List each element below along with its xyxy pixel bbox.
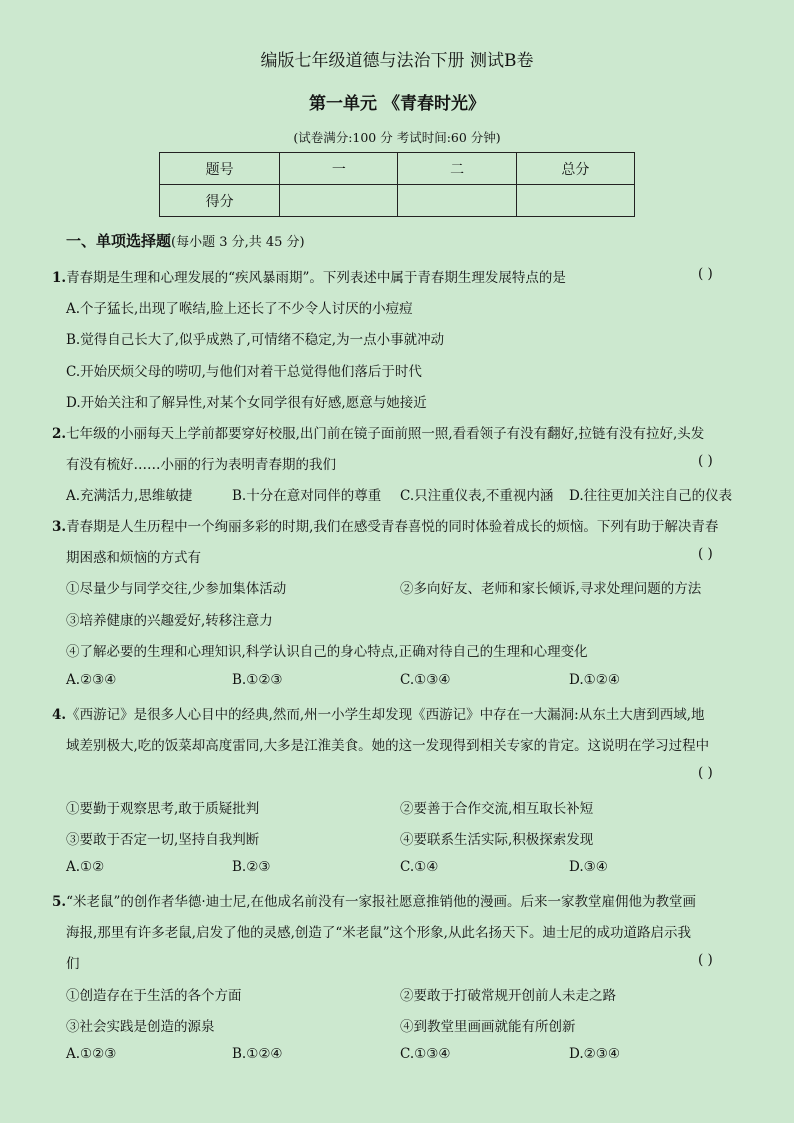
- option-d: D.③④: [569, 859, 608, 875]
- question-text: 青春期是人生历程中一个绚丽多彩的时期,我们在感受青春喜悦的同时体验着成长的烦恼。下列有助于解决青春: [66, 519, 719, 535]
- statement-2: ②要善于合作交流,相互取长补短: [400, 801, 594, 817]
- option-c: C.只注重仪表,不重视内涵: [400, 488, 554, 504]
- option-c: C.①④: [400, 859, 439, 875]
- question-text: 青春期是生理和心理发展的“疾风暴雨期”。下列表述中属于青春期生理发展特点的是: [66, 270, 566, 286]
- score-input-cell[interactable]: [398, 185, 516, 217]
- section-title: 一、单项选择题: [66, 232, 172, 250]
- question-text: “米老鼠”的创作者华德·迪士尼,在他成名前没有一家报社愿意推销他的漫画。后来一家教堂雇佣他为教堂画: [66, 894, 696, 910]
- answer-blank[interactable]: ( ): [698, 765, 713, 781]
- question-text: 有没有梳好……小丽的行为表明青春期的我们: [66, 457, 336, 473]
- unit-title: 第一单元 《青春时光》: [309, 94, 485, 114]
- option-b: B.十分在意对同伴的尊重: [232, 488, 382, 504]
- question-number: 1.: [52, 270, 67, 286]
- question-3-stem: [52, 515, 718, 535]
- question-5-stem: [52, 890, 696, 910]
- score-table-header-row: [160, 153, 635, 185]
- question-2-stem: [52, 422, 704, 442]
- option-a: A.②③④: [66, 672, 117, 688]
- statement-4: ④了解必要的生理和心理知识,科学认识自己的身心特点,正确对待自己的生理和心理变化: [66, 644, 588, 660]
- option-d: D.②③④: [569, 1046, 620, 1062]
- score-input-cell[interactable]: [280, 185, 398, 217]
- statement-1: ①创造存在于生活的各个方面: [66, 988, 242, 1004]
- exam-info: (试卷满分:100 分 考试时间:60 分钟): [293, 130, 501, 145]
- statement-1: ①尽量少与同学交往,少参加集体活动: [66, 581, 287, 597]
- option-b: B.觉得自己长大了,似乎成熟了,可情绪不稳定,为一点小事就冲动: [66, 332, 445, 348]
- question-text: 七年级的小丽每天上学前都要穿好校服,出门前在镜子面前照一照,看看领子有没有翻好,拉链有没有拉好,头发: [66, 426, 705, 442]
- option-a: A.①②③: [66, 1046, 117, 1062]
- score-cell: 一: [280, 153, 398, 185]
- question-text: 《西游记》是很多人心目中的经典,然而,州一小学生却发现《西游记》中存在一大漏洞:从东土大唐到西域,地: [66, 707, 705, 723]
- statement-1: ①要勤于观察思考,敢于质疑批判: [66, 801, 260, 817]
- option-b: B.②③: [232, 859, 271, 875]
- score-table-score-row: [160, 185, 635, 217]
- score-cell: 二: [398, 153, 516, 185]
- option-a: A.①②: [66, 859, 105, 875]
- option-b: B.①②③: [232, 672, 283, 688]
- question-4-stem: [52, 703, 705, 723]
- answer-blank[interactable]: ( ): [698, 546, 713, 562]
- score-cell: 题号: [160, 153, 280, 185]
- statement-3: ③要敢于否定一切,坚持自我判断: [66, 832, 260, 848]
- question-number: 2.: [52, 426, 67, 442]
- option-b: B.①②④: [232, 1046, 283, 1062]
- question-text: 期困惑和烦恼的方式有: [66, 550, 201, 566]
- question-1-stem: [52, 266, 566, 286]
- score-cell: 得分: [160, 185, 280, 217]
- question-text: 们: [66, 956, 80, 972]
- section-heading: [66, 230, 305, 251]
- answer-blank[interactable]: ( ): [698, 952, 713, 968]
- score-cell: 总分: [516, 153, 634, 185]
- option-a: A.个子猛长,出现了喉结,脸上还长了不少令人讨厌的小痘痘: [66, 301, 413, 317]
- statement-4: ④到教堂里画画就能有所创新: [400, 1019, 576, 1035]
- answer-blank[interactable]: ( ): [698, 453, 713, 469]
- answer-blank[interactable]: ( ): [698, 266, 713, 282]
- option-d: D.开始关注和了解异性,对某个女同学很有好感,愿意与她接近: [66, 395, 427, 411]
- question-text: 海报,那里有许多老鼠,启发了他的灵感,创造了“米老鼠”这个形象,从此名扬天下。迪士尼的成功道路启示我: [66, 925, 691, 941]
- option-d: D.①②④: [569, 672, 620, 688]
- option-c: C.①③④: [400, 672, 451, 688]
- option-d: D.往往更加关注自己的仪表: [569, 488, 733, 504]
- statement-3: ③培养健康的兴趣爱好,转移注意力: [66, 613, 273, 629]
- statement-2: ②要敢于打破常规开创前人未走之路: [400, 988, 616, 1004]
- question-number: 3.: [52, 519, 67, 535]
- option-c: C.①③④: [400, 1046, 451, 1062]
- option-a: A.充满活力,思维敏捷: [66, 488, 193, 504]
- question-text: 域差别极大,吃的饭菜却高度雷同,大多是江淮美食。她的这一发现得到相关专家的肯定。这说明在学习过程中: [66, 738, 710, 754]
- score-input-cell[interactable]: [516, 185, 634, 217]
- section-note: (每小题 3 分,共 45 分): [171, 235, 305, 250]
- question-number: 5.: [52, 894, 67, 910]
- exam-title: 编版七年级道德与法治下册 测试B卷: [260, 51, 534, 71]
- statement-2: ②多向好友、老师和家长倾诉,寻求处理问题的方法: [400, 581, 702, 597]
- statement-4: ④要联系生活实际,积极探索发现: [400, 832, 594, 848]
- question-number: 4.: [52, 707, 67, 723]
- option-c: C.开始厌烦父母的唠叨,与他们对着干总觉得他们落后于时代: [66, 364, 422, 380]
- statement-3: ③社会实践是创造的源泉: [66, 1019, 215, 1035]
- score-table: [159, 152, 635, 217]
